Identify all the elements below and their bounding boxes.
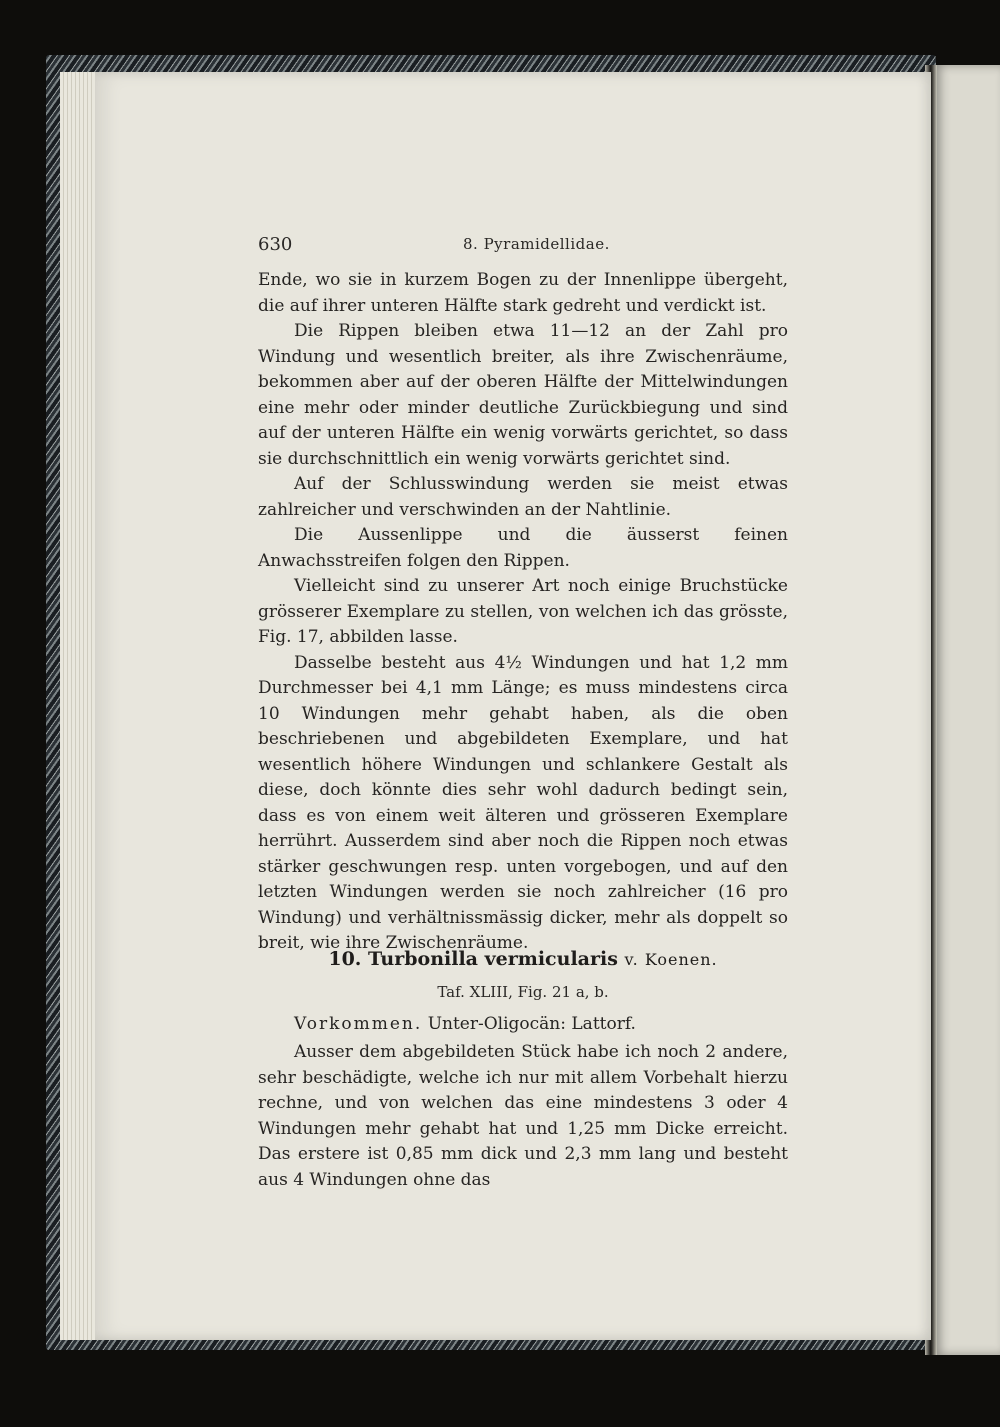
paragraph: Auf der Schlusswindung werden sie meist etwas zahlreicher und verschwinden an der Nahtlinie. bbox=[258, 474, 788, 520]
page-edges bbox=[60, 72, 100, 1340]
page-number: 630 bbox=[258, 234, 293, 255]
body-text-top bbox=[258, 268, 788, 957]
facing-page-edge bbox=[934, 65, 1000, 1355]
plate-reference: Taf. XLIII, Fig. 21 a, b. bbox=[437, 983, 609, 1001]
paragraph: Dasselbe besteht aus 4½ Windungen und hat 1,2 mm Durchmesser bei 4,1 mm Länge; es muss mindestens circa 10 Windungen mehr gehabt haben, als die oben beschriebenen und abgebildeten Exemplare, und hat wesentlich höhere Windungen und schlankere Gestalt als diese, doch könnte dies sehr wohl dadurch bedingt sein, dass es von einem weit älteren und grösseren Exemplare herrührt. Ausserdem sind aber noch die Rippen noch etwas stärker geschwungen resp. unten vorgebogen, und auf den letzten Windungen werden sie noch zahlreicher (16 pro Windung) und verhältnissmässig dicker, mehr als doppelt so breit, wie ihre Zwischenräume. bbox=[258, 652, 788, 953]
occurrence-value: Unter-Oligocän: Lattorf. bbox=[427, 1014, 636, 1034]
species-number: 10. bbox=[328, 948, 362, 970]
species-author: v. Koenen. bbox=[624, 950, 718, 969]
species-heading bbox=[258, 948, 788, 970]
occurrence-line bbox=[258, 1012, 788, 1038]
paragraph: Ende, wo sie in kurzem Bogen zu der Innenlippe übergeht, die auf ihrer unteren Hälfte stark gedreht und verdickt ist. bbox=[258, 270, 788, 316]
body-text-bottom bbox=[258, 1040, 788, 1193]
paragraph: Die Aussenlippe und die äusserst feinen Anwachsstreifen folgen den Rippen. bbox=[258, 525, 788, 571]
paragraph: Vielleicht sind zu unserer Art noch einige Bruchstücke grösserer Exemplare zu stellen, von welchen ich das grösste, Fig. 17, abbilden lasse. bbox=[258, 576, 788, 647]
running-header bbox=[258, 234, 788, 258]
paragraph: Ausser dem abgebildeten Stück habe ich noch 2 andere, sehr beschädigte, welche ich nur mit allem Vorbehalt hierzu rechne, und von welchen das eine mindestens 3 oder 4 Windungen mehr gehabt hat und 1,25 mm Dicke erreicht. Das erstere ist 0,85 mm dick und 2,3 mm lang und besteht aus 4 Windungen ohne das bbox=[258, 1042, 788, 1190]
paragraph: Die Rippen bleiben etwa 11—12 an der Zahl pro Windung und wesentlich breiter, als ihre Zwischenräume, bekommen aber auf der oberen Hälfte der Mittelwindungen eine mehr oder minder deutliche Zurückbiegung und sind auf der unteren Hälfte ein wenig vorwärts gerichtet, so dass sie durchschnittlich ein wenig vorwärts gerichtet sind. bbox=[258, 321, 788, 469]
section-title: 8. Pyramidellidae. bbox=[463, 235, 610, 253]
species-name: Turbonilla vermicularis bbox=[368, 948, 618, 970]
occurrence-label: Vorkommen. bbox=[294, 1014, 423, 1034]
